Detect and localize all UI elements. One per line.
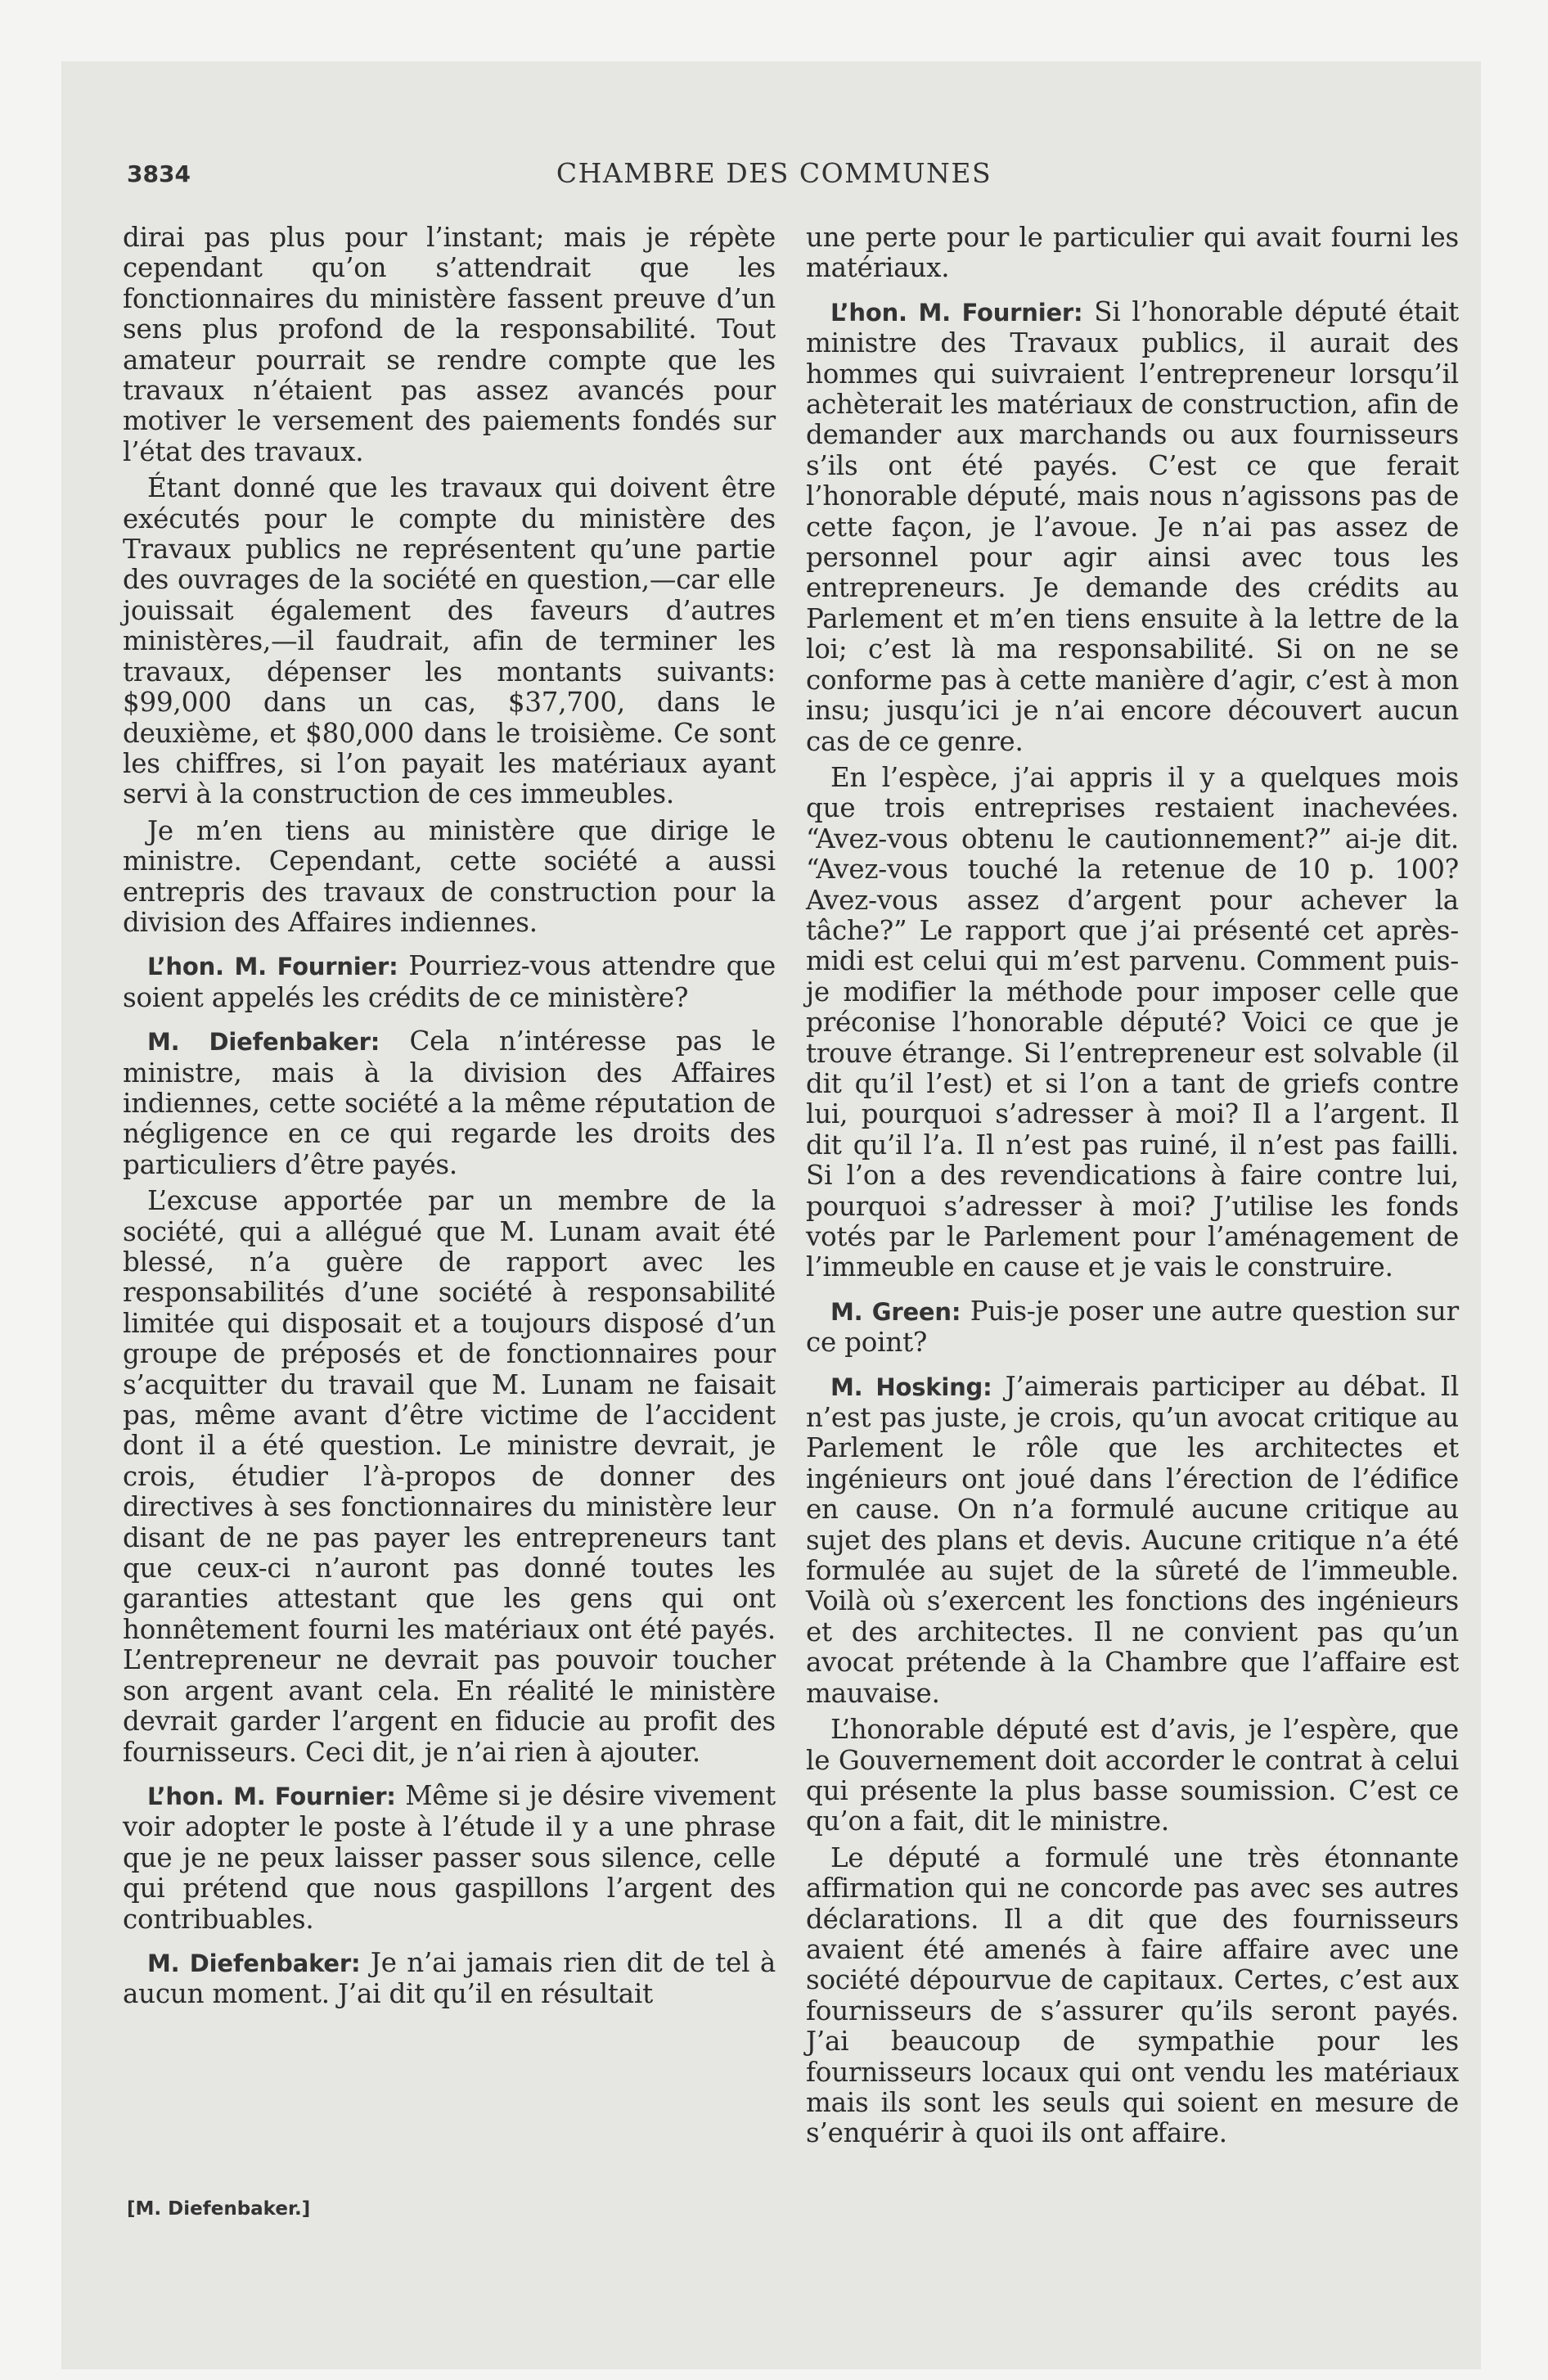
paragraph-text: En l’espèce, j’ai appris il y a quelques mois que trois entreprises restaient inachevées. “Avez-vous obtenu le cautionnement?” ai-je dit. “Avez-vous touché la retenue de 10 p. 100? Avez-vous assez d’argent pour achever la tâche?” Le rapport que j’ai présenté cet après-midi est celui qui m’est parvenu. Comment puis-je modifier la méthode pour imposer celle que préconise l’honorable député? Voici ce que je trouve étrange. Si l’entrepreneur est solvable (il dit qu’il l’est) et si l’on a tant de griefs contre lui, pourquoi s’adresser à moi? Il a l’argent. Il dit qu’il l’a. Il n’est pas ruiné, il n’est pas failli. Si l’on a des revendications à faire contre lui, pourquoi s’adresser à moi? J’utilise les fonds votés par le Parlement pour l’aménagement de l’immeuble en cause et je vais le construire. [806,761,1459,1283]
paragraph [806,1843,1459,2149]
paragraph-text: Cela n’intéresse pas le ministre, mais à la division des Affaires indiennes, cette société a la même réputation de négligence en ce qui regarde les droits des particuliers d’être payés. [123,1025,776,1180]
right-column [806,223,1459,2155]
running-title: CHAMBRE DES COMMUNES [556,157,992,189]
speech-paragraph [806,297,1459,757]
paragraph-text: une perte pour le particulier qui avait fourni les matériaux. [806,222,1459,284]
page-number: 3834 [127,160,191,187]
paragraph-text: Pourriez-vous attendre que soient appelés les crédits de ce ministère? [123,950,776,1013]
speech-paragraph [806,1296,1459,1359]
speaker-name: L’hon. M. Fournier: [830,298,1083,327]
paragraph [806,763,1459,1283]
speaker-name: L’hon. M. Fournier: [147,1782,396,1810]
paragraph-text: dirai pas plus pour l’instant; mais je répète cependant qu’on s’attendrait que les fonctionnaires du ministère fassent preuve d’un sens plus profond de la responsabilité. Tout amateur pourrait se rendre compte que les travaux n’étaient pas assez avancés pour motiver le versement des paiements fondés sur l’état des travaux. [123,222,776,467]
paragraph [123,1186,776,1768]
paragraph-text: Si l’honorable député était ministre des Travaux publics, il aurait des hommes qui suivraient l’entrepreneur lorsqu’il achèterait les matériaux de construction, afin de demander aux marchands ou aux fournisseurs s’ils ont été payés. C’est ce que ferait l’honorable député, mais nous n’agissons pas de cette façon, je l’avoue. Je n’ai pas assez de personnel pour agir ainsi avec tous les entrepreneurs. Je demande des crédits au Parlement et m’en tiens ensuite à la lettre de la loi; c’est là ma responsabilité. Si on ne se conforme pas à cette manière d’agir, c’est à mon insu; jusqu’ici je n’ai encore découvert aucun cas de ce genre. [806,295,1459,757]
speech-paragraph [123,1948,776,2010]
paragraph [806,223,1459,284]
paragraph-text: Le député a formulé une très étonnante affirmation qui ne concorde pas avec ses autres déclarations. Il a dit que des fournisseurs avaient été amenés à faire affaire avec une société dépourvue de capitaux. Certes, c’est aux fournisseurs de s’assurer qu’ils seront payés. J’ai beaucoup de sympathie pour les fournisseurs locaux qui ont vendu les matériaux mais ils sont les seuls qui soient en mesure de s’enquérir à quoi ils ont affaire. [806,1841,1459,2149]
paragraph-text: Je m’en tiens au ministère que dirige le ministre. Cependant, cette société a aussi entrepris des travaux de construction pour la division des Affaires indiennes. [123,814,776,938]
speaker-name: M. Green: [830,1297,961,1326]
paragraph-text: L’honorable député est d’avis, je l’espère, que le Gouvernement doit accorder le contrat à celui qui présente la plus basse soumission. C’est ce qu’on a fait, dit le ministre. [806,1714,1459,1837]
speaker-name: M. Diefenbaker: [147,1949,361,1977]
speaker-name: M. Hosking: [830,1373,992,1401]
paragraph-text: Étant donné que les travaux qui doivent être exécutés pour le compte du ministère des Travaux publics ne représentent qu’une partie des ouvrages de la société en question,—car elle jouissait également des faveurs d’autres ministères,—il faudrait, afin de terminer les travaux, dépenser les montants suivants: $99,000 dans un cas, $37,700, dans le deuxième, et $80,000 dans le troisième. Ce sont les chiffres, si l’on payait les matériaux ayant servi à la construction de ces immeubles. [123,472,776,810]
speaker-footnote: [M. Diefenbaker.] [127,2198,311,2220]
speaker-name: L’hon. M. Fournier: [147,953,398,981]
paragraph-text: Puis-je poser une autre question sur ce point? [806,1295,1459,1359]
paragraph-text: J’aimerais participer au débat. Il n’est pas juste, je crois, qu’un avocat critique au Parlement le rôle que les architectes et ingénieurs ont joué dans l’érection de l’édifice en cause. On n’a formulé aucune critique au sujet des plans et devis. Aucune critique n’a été formulée au sujet de la sûreté de l’immeuble. Voilà où s’exercent les fonctions des ingénieurs et des architectes. Il ne convient pas qu’un avocat prétende à la Chambre que l’affaire est mauvaise. [806,1370,1459,1709]
paragraph-text: Même si je désire vivement voir adopter le poste à l’étude il y a une phrase que je ne peux laisser passer sous silence, celle qui prétend que nous gaspillons l’argent des contribuables. [123,1779,776,1935]
left-column [123,223,776,2016]
paragraph [123,223,776,467]
paragraph-text: L’excuse apportée par un membre de la société, qui a allégué que M. Lunam avait été blessé, n’a guère de rapport avec les responsabilités d’une société à responsabilité limitée qui disposait et a toujours disposé d’un groupe de préposés et de fonctionnaires pour s’acquitter du travail que M. Lunam ne faisait pas, même avant d’être victime de l’accident dont il a été question. Le ministre devrait, je crois, étudier l’à-propos de donner des directives à ses fonctionnaires du ministère leur disant de ne pas payer les entrepreneurs tant que ceux-ci n’auront pas donné toutes les garanties attestant que les gens qui ont honnêtement fourni les matériaux ont été payés. L’entrepreneur ne devrait pas pouvoir toucher son argent avant cela. En réalité le ministère devrait garder l’argent en fiducie au profit des fournisseurs. Ceci dit, je n’ai rien à ajouter. [123,1185,776,1768]
paragraph-text: Je n’ai jamais rien dit de tel à aucun moment. J’ai dit qu’il en résultait [123,1946,776,2010]
speech-paragraph [806,1372,1459,1709]
speech-paragraph [123,951,776,1013]
speech-paragraph [123,1026,776,1180]
paragraph [123,473,776,809]
speech-paragraph [123,1781,776,1935]
page-header [127,154,1421,195]
paragraph [123,816,776,939]
speaker-name: M. Diefenbaker: [147,1028,380,1057]
paragraph [806,1715,1459,1837]
